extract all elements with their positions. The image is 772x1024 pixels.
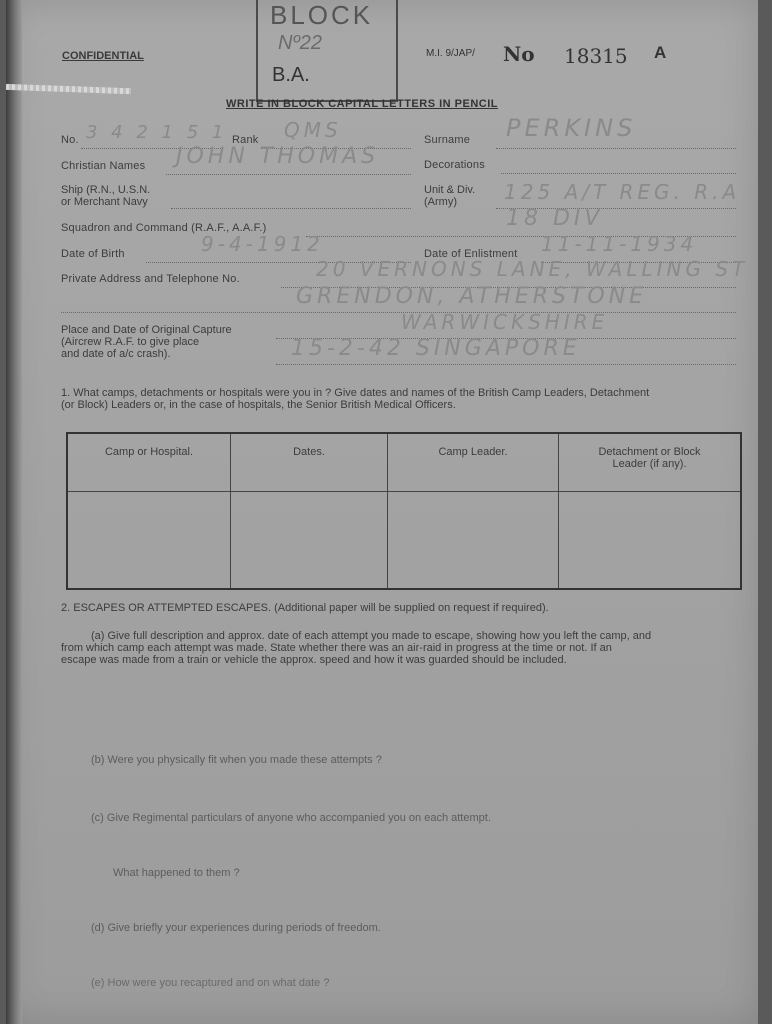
- question-2c-followup: What happened to them ?: [113, 867, 240, 879]
- unit-label-line2: (Army): [424, 196, 457, 208]
- decorations-label: Decorations: [424, 159, 485, 171]
- question-2a: [61, 630, 751, 666]
- ship-label: [61, 184, 150, 208]
- question-2-heading: 2. ESCAPES OR ATTEMPTED ESCAPES. (Additional paper will be supplied on request if required).: [61, 602, 549, 614]
- serial-no-label: No: [503, 42, 535, 66]
- stamp-number: Nº22: [278, 32, 322, 54]
- question-2b: (b) Were you physically fit when you made these attempts ?: [91, 754, 382, 766]
- question-1-line2: (or Block) Leaders or, in the case of hospitals, the Senior British Medical Officers.: [61, 399, 456, 411]
- cell-leader[interactable]: [388, 492, 559, 590]
- unit-value-line2: 18 DIV: [506, 206, 604, 231]
- christian-names-label: Christian Names: [61, 160, 146, 172]
- block-capitals-instruction: WRITE IN BLOCK CAPITAL LETTERS IN PENCIL: [226, 98, 498, 110]
- no-value: 3 4 2 1 5 1: [86, 122, 228, 143]
- question-2a-line3: escape was made from a train or vehicle the approx. speed and how it was guarded should be included.: [61, 654, 567, 666]
- camps-table-entry-row: [67, 492, 741, 590]
- question-1: [61, 387, 649, 411]
- surname-label: Surname: [424, 134, 471, 146]
- capture-label: [61, 324, 232, 360]
- squadron-label: Squadron and Command (R.A.F., A.A.F.): [61, 222, 267, 234]
- capture-label-line3: and date of a/c crash).: [61, 348, 171, 360]
- no-label: No.: [61, 134, 79, 146]
- cell-detachment[interactable]: [559, 492, 742, 590]
- capture-label-line1: Place and Date of Original Capture: [61, 324, 232, 336]
- question-2a-line2: from which camp each attempt was made. State whether there was an air-raid in progress at the time or not. If an: [61, 642, 612, 654]
- serial-number: 18315: [564, 44, 628, 68]
- question-2e: (e) How were you recaptured and on what date ?: [91, 977, 330, 989]
- camps-table: [66, 432, 742, 590]
- christian-names-value: JOHN THOMAS: [176, 144, 380, 169]
- dob-label: Date of Birth: [61, 248, 125, 260]
- form-page: [6, 0, 758, 1024]
- cell-dates[interactable]: [231, 492, 388, 590]
- unit-value-line1: 125 A/T REG. R.A: [504, 180, 741, 204]
- surname-value: PERKINS: [506, 114, 637, 142]
- col-camp-or-hospital: Camp or Hospital.: [67, 433, 231, 492]
- address-line1: 20 VERNONS LANE, WALLING ST: [316, 257, 749, 281]
- question-2d: (d) Give briefly your experiences during periods of freedom.: [91, 922, 381, 934]
- unit-label: [424, 184, 475, 208]
- address-label: Private Address and Telephone No.: [61, 273, 240, 285]
- capture-label-line2: (Aircrew R.A.F. to give place: [61, 336, 200, 348]
- binding-spine: [6, 0, 22, 1024]
- camps-table-header-row: [67, 433, 741, 492]
- enlistment-label: Date of Enlistment: [424, 248, 518, 260]
- block-stamp: [256, 0, 398, 102]
- binding-string: [6, 84, 131, 94]
- col-dates: Dates.: [231, 433, 388, 492]
- unit-label-line1: Unit & Div.: [424, 184, 476, 196]
- capture-value: 15-2-42 SINGAPORE: [291, 336, 581, 361]
- question-1-line1: 1. What camps, detachments or hospitals were you in ? Give dates and names of the British Camp Leaders, Detachment: [61, 387, 650, 399]
- col-detachment-leader: Detachment or Block Leader (if any).: [559, 433, 742, 492]
- confidential-label: CONFIDENTIAL: [62, 50, 144, 62]
- serial-suffix: A: [654, 43, 667, 62]
- rank-value: QMS: [284, 118, 342, 142]
- address-line2: GRENDON, ATHERSTONE: [296, 284, 648, 309]
- question-2a-line1: (a) Give full description and approx. date of each attempt you made to escape, showing how you left the camp, and: [91, 630, 652, 642]
- mi-reference: M.I. 9/JAP/: [426, 48, 475, 59]
- col-camp-leader: Camp Leader.: [388, 433, 559, 492]
- rank-label: Rank: [232, 134, 259, 146]
- address-line3: WARWICKSHIRE: [401, 310, 609, 334]
- enlistment-value: 11-11-1934: [541, 232, 698, 256]
- stamp-block-text: BLOCK: [270, 0, 374, 30]
- stamp-ba: B.A.: [272, 64, 310, 86]
- question-2c: (c) Give Regimental particulars of anyone who accompanied you on each attempt.: [91, 812, 491, 824]
- dob-value: 9-4-1912: [201, 232, 324, 256]
- ship-label-line1: Ship (R.N., U.S.N.: [61, 184, 151, 196]
- ship-label-line2: or Merchant Navy: [61, 196, 148, 208]
- cell-camp[interactable]: [67, 492, 231, 590]
